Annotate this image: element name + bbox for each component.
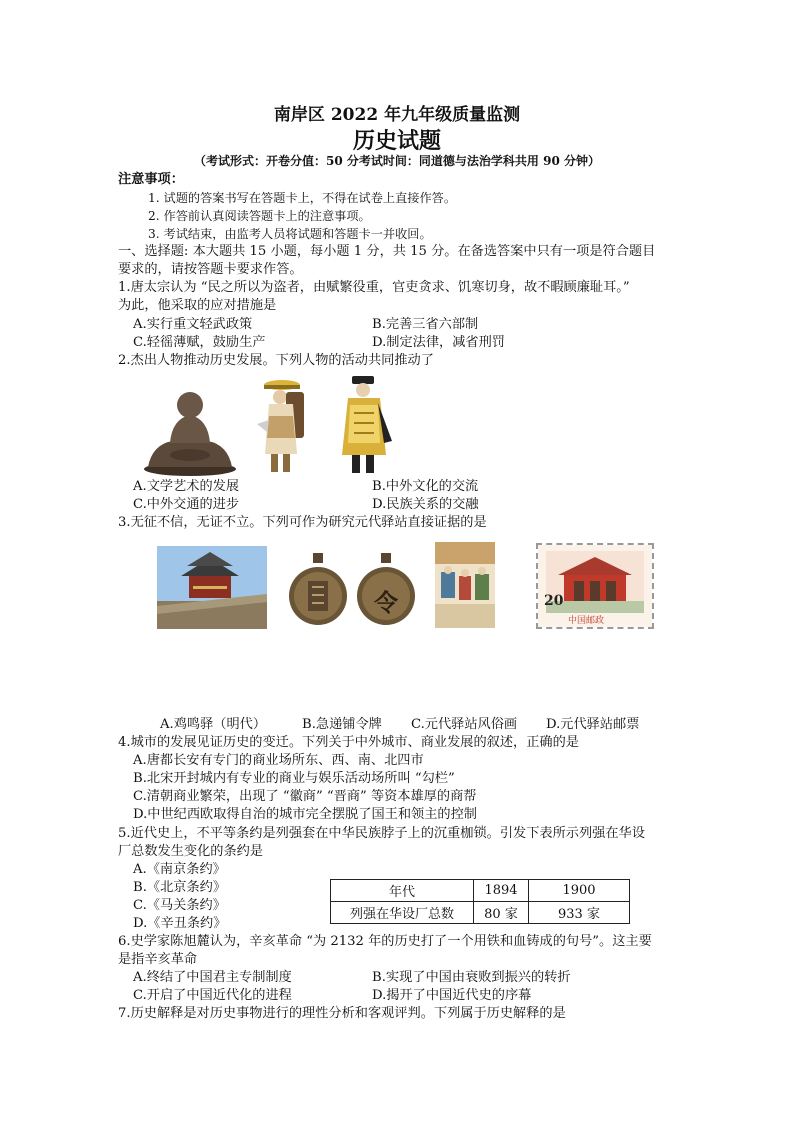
q3-option-c[interactable]: C.元代驿站风俗画	[411, 717, 518, 732]
q3-option-d[interactable]: D.元代驿站邮票	[546, 717, 640, 732]
stamp-value: 20	[544, 593, 564, 609]
q2-option-b[interactable]: B.中外文化的交流	[372, 479, 479, 494]
q2-option-c[interactable]: C.中外交通的进步	[133, 497, 240, 512]
question-5-stem: 5.近代史上，不平等条约是列强套在中华民族脖子上的沉重枷锁。引发下表所示列强在华设	[118, 826, 645, 841]
exam-title: 南岸区 2022 年九年级质量监测	[273, 105, 521, 125]
q6-option-d[interactable]: D.揭开了中国近代史的序幕	[372, 988, 532, 1003]
section-instruction: 一、选择题: 本大题共 15 小题，每小题 1 分，共 15 分。在备选答案中只有一项是符合题目	[118, 244, 656, 259]
q3-option-b[interactable]: B.急递铺令牌	[302, 717, 382, 732]
q3-option-a[interactable]: A.鸡鸣驿（明代）	[160, 717, 267, 732]
question-6-stem: 是指辛亥革命	[118, 952, 198, 967]
q5-option-b[interactable]: B.《北京条约》	[133, 880, 227, 895]
q6-option-c[interactable]: C.开启了中国近代化的进程	[133, 988, 292, 1003]
q4-option-a[interactable]: A.唐都长安有专门的商业场所东、西、南、北四市	[133, 753, 424, 768]
notice-item: 3. 考试结束，由监考人员将试题和答题卡一并收回。	[148, 227, 432, 241]
q1-option-a[interactable]: A.实行重文轻武政策	[133, 317, 253, 332]
question-5-stem: 厂总数发生变化的条约是	[118, 844, 264, 859]
question-2-stem: 2.杰出人物推动历史发展。下列人物的活动共同推动了	[118, 353, 434, 368]
notice-item: 2. 作答前认真阅读答题卡上的注意事项。	[148, 209, 371, 223]
official-figure-image	[334, 373, 394, 477]
q5-option-a[interactable]: A.《南京条约》	[133, 862, 226, 877]
q4-option-d[interactable]: D.中世纪西欧取得自治的城市完全摆脱了国王和领主的控制	[133, 807, 477, 822]
question-7-stem: 7.历史解释是对历史事物进行的理性分析和客观评判。下列属于历史解释的是	[118, 1006, 566, 1021]
q5-option-d[interactable]: D.《辛丑条约》	[133, 916, 227, 931]
table-cell: 933 家	[529, 902, 630, 924]
jiming-post-station-image	[157, 546, 267, 629]
table-cell: 1894	[474, 880, 529, 902]
section-instruction: 要求的，请按答题卡要求作答。	[118, 262, 303, 277]
q4-option-b[interactable]: B.北宋开封城内有专业的商业与娱乐活动场所叫 “勾栏”	[133, 771, 455, 786]
stamp-country: 中国邮政	[568, 616, 605, 626]
factory-count-table	[330, 879, 630, 924]
table-header-row	[331, 880, 630, 902]
seated-monk-statue-image	[142, 385, 238, 477]
q2-option-d[interactable]: D.民族关系的交融	[372, 497, 479, 512]
notice-heading: 注意事项：	[118, 172, 184, 187]
notice-item: 1. 试题的答案书写在答题卡上，不得在试卷上直接作答。	[148, 191, 457, 205]
q4-option-c[interactable]: C.清朝商业繁荣，出现了 “徽商” “晋商” 等资本雄厚的商帮	[133, 789, 477, 804]
question-1-stem: 为此，他采取的应对措施是	[118, 298, 277, 313]
token-character: 令	[374, 588, 398, 617]
q1-option-d[interactable]: D.制定法律，减省刑罚	[372, 335, 505, 350]
question-1-stem: 1.唐太宗认为 “民之所以为盗者，由赋繁役重，官吏贪求、饥寒切身，故不暇顾廉耻耳。”	[118, 280, 630, 295]
table-cell: 列强在华设厂总数	[331, 902, 474, 924]
table-row	[331, 902, 630, 924]
traveling-monk-figure-image	[255, 376, 310, 478]
q2-option-a[interactable]: A.文学艺术的发展	[133, 479, 240, 494]
table-cell: 1900	[529, 880, 630, 902]
question-6-stem: 6.史学家陈旭麓认为，辛亥革命 “为 2132 年的历史打了一个用铁和血铸成的句号”。这主要	[118, 934, 652, 949]
yuan-post-station-painting-image	[435, 542, 495, 628]
q1-option-b[interactable]: B.完善三省六部制	[372, 317, 479, 332]
courier-token-back-image	[356, 553, 416, 629]
yuan-post-station-stamp-image	[538, 545, 652, 627]
question-4-stem: 4.城市的发展见证历史的变迁。下列关于中外城市、商业发展的叙述，正确的是	[118, 735, 579, 750]
question-3-stem: 3.无征不信，无证不立。下列可作为研究元代驿站直接证据的是	[118, 515, 487, 530]
q6-option-a[interactable]: A.终结了中国君主专制制度	[133, 970, 292, 985]
subject-title: 历史试题	[352, 128, 441, 154]
q5-option-c[interactable]: C.《马关条约》	[133, 898, 226, 913]
q1-option-c[interactable]: C.轻徭薄赋，鼓励生产	[133, 335, 266, 350]
q6-option-b[interactable]: B.实现了中国由衰败到振兴的转折	[372, 970, 571, 985]
table-cell: 80 家	[474, 902, 529, 924]
courier-token-front-image	[288, 553, 348, 629]
exam-info: （考试形式：开卷分值：50 分考试时间：同道德与法治学科共用 90 分钟）	[194, 154, 600, 168]
table-cell: 年代	[331, 880, 474, 902]
